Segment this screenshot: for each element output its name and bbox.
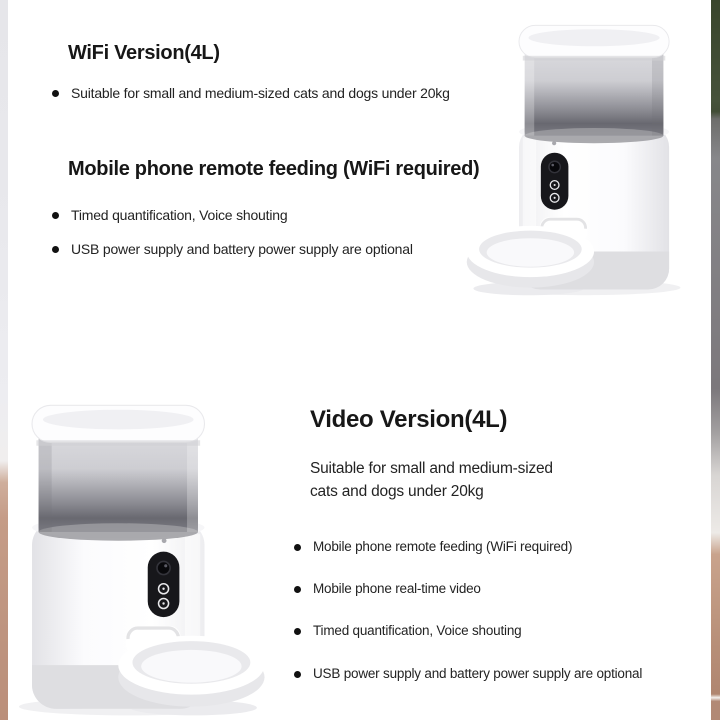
bullet-text: Timed quantification, Voice shouting: [71, 207, 288, 223]
bullet-dot-icon: [294, 544, 301, 551]
bullet-dot-icon: [52, 90, 59, 97]
wifi-version-title: WiFi Version(4L): [68, 42, 220, 64]
bullet-dot-icon: [52, 212, 59, 219]
bullet-dot-icon: [294, 586, 301, 593]
video-version-subtitle: Suitable for small and medium-sized cats and dogs under 20kg: [310, 460, 553, 500]
bullet-text: Mobile phone remote feeding (WiFi required): [313, 539, 573, 554]
bullet-text: Timed quantification, Voice shouting: [313, 623, 522, 638]
video-bullet-timed: [294, 623, 521, 638]
wifi-remote-feeding-heading: Mobile phone remote feeding (WiFi required): [68, 158, 480, 180]
wifi-bullet-suitable: [52, 85, 450, 101]
video-feeder-product-photo: [8, 392, 270, 720]
wifi-bullet-timed: [52, 207, 287, 223]
adjacent-image-strip-right: [711, 0, 720, 720]
wifi-feeder-product-photo: [462, 14, 690, 299]
video-bullet-realtime-video: [294, 581, 481, 596]
bullet-text: USB power supply and battery power supply are optional: [71, 241, 413, 257]
adjacent-image-strip-left: [0, 0, 8, 720]
video-bullet-usb: [294, 666, 642, 681]
bullet-text: Suitable for small and medium-sized cats and dogs under 20kg: [71, 85, 450, 101]
bullet-text: Mobile phone real-time video: [313, 581, 481, 596]
wifi-bullet-usb: [52, 241, 413, 257]
bullet-dot-icon: [294, 628, 301, 635]
video-version-title: Video Version(4L): [310, 406, 508, 433]
bullet-text: USB power supply and battery power supply are optional: [313, 666, 643, 681]
bullet-dot-icon: [52, 246, 59, 253]
bullet-dot-icon: [294, 671, 301, 678]
video-bullet-remote: [294, 539, 572, 554]
